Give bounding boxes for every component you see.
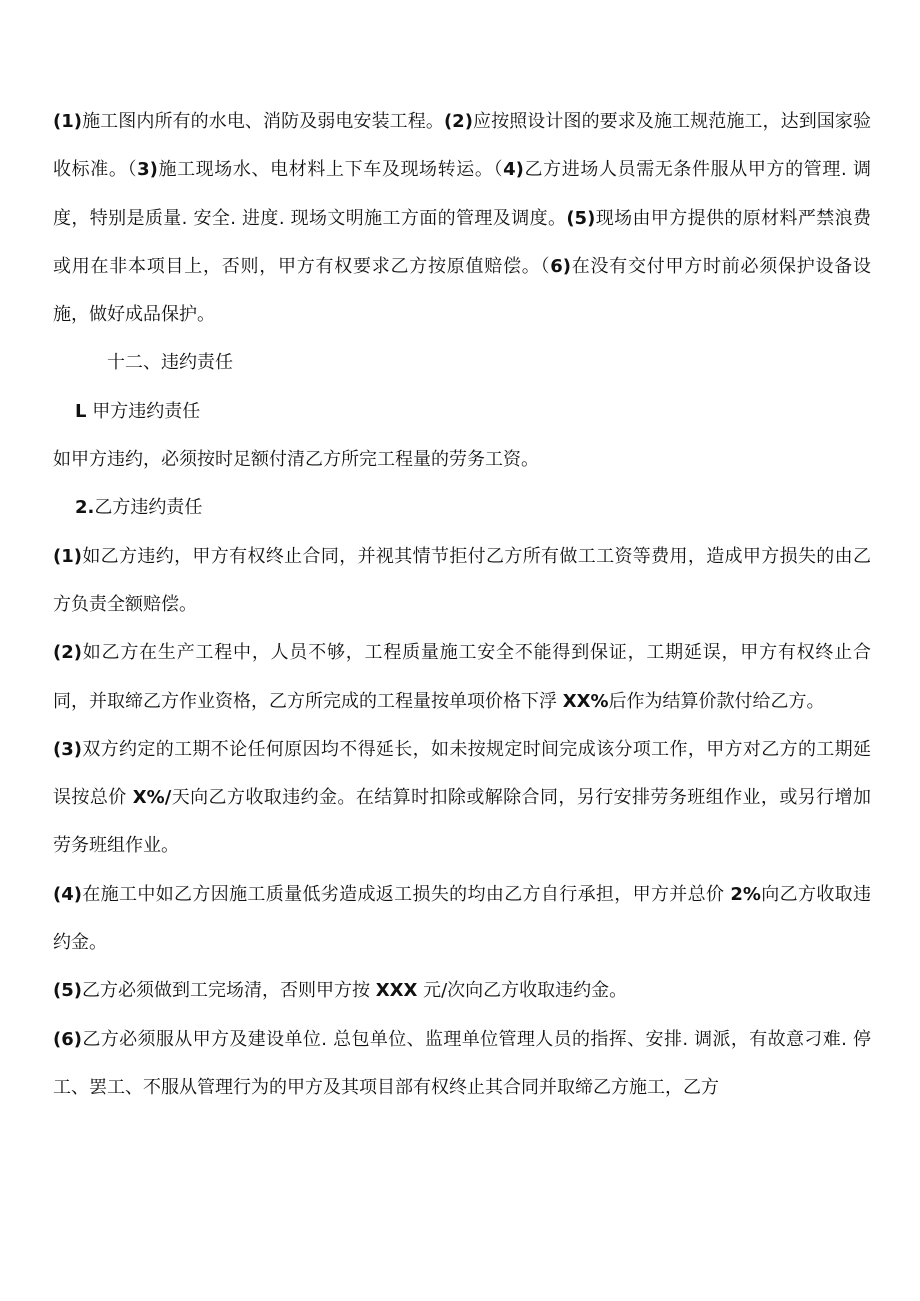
party-b-item-4 — [53, 871, 871, 968]
item-text: 双方约定的工期不论任何原因均不得延长，如未按规定时间完成该分项工作，甲方对乙方的工期延误按总价 — [53, 738, 871, 809]
item-marker: (1) — [53, 111, 82, 132]
item-text: 现场由甲方提供的原材料严禁浪费或用在非本项目上，否则，甲方有权要求乙方按原值赔偿。（ — [53, 207, 871, 277]
party-b-item-2 — [53, 629, 871, 726]
section-heading: 十二、违约责任 — [107, 352, 233, 374]
item-text: 如乙方违约，甲方有权终止合同，并视其情节拒付乙方所有做工工资等费用，造成甲方损失的由乙方负责全额赔偿。 — [53, 545, 871, 615]
item-marker: (2) — [53, 642, 82, 664]
item-text: 后作为结算价款付给乙方。 — [608, 690, 825, 712]
item-text: 施工图内所有的水电、消防及弱电安装工程。 — [81, 111, 444, 132]
heading-title: 乙方违约责任 — [94, 497, 203, 519]
item-text: 乙方进场人员需无条件服从甲方的管理. 调度，特别是质量. 安全. 进度. 现场文明施工方面的管理及调度。 — [53, 159, 871, 229]
item-text: 乙方必须做到工完场清，否则甲方按 — [81, 980, 376, 1002]
heading-title: 甲方违约责任 — [92, 400, 201, 422]
item-marker: (4) — [53, 883, 82, 905]
scope-paragraph — [53, 98, 871, 339]
document-body — [53, 98, 871, 1112]
party-b-item-1 — [53, 533, 871, 630]
party-b-item-5 — [53, 967, 871, 1015]
item-text: 在施工中如乙方因施工质量低劣造成返工损失的均由乙方自行承担，甲方并总价 — [81, 883, 731, 905]
item-text: 在没有交付甲方时前必须保护设备设施，做好成品保护。 — [53, 255, 872, 326]
item-emphasis: X%/ — [132, 787, 172, 809]
item-marker: (5) — [53, 980, 82, 1002]
item-marker: 3) — [137, 159, 158, 181]
item-text: 应按照设计图的要求及施工规范施工，达到国家验收标准。（ — [53, 111, 871, 181]
item-text: 施工现场水、电材料上下车及现场转运。（ — [157, 159, 504, 181]
item-marker: 4) — [503, 159, 524, 181]
item-emphasis: 2% — [730, 883, 761, 905]
party-b-item-3 — [53, 726, 871, 871]
heading-marker: L — [75, 400, 87, 422]
item-marker: (3) — [53, 738, 82, 760]
item-emphasis: XX% — [562, 690, 609, 712]
item-text: 天向乙方收取违约金。在结算时扣除或解除合同，另行安排劳务班组作业，或另行增加劳务班组作业。 — [53, 787, 871, 857]
item-text: 元/次向乙方收取违约金。 — [417, 980, 628, 1002]
heading-marker: 2. — [75, 497, 95, 519]
item-marker: (2) — [443, 111, 473, 132]
item-marker: (6) — [53, 1028, 82, 1050]
item-marker: (5) — [566, 207, 596, 229]
party-a-text: 如甲方违约，必须按时足额付清乙方所完工程量的劳务工资。 — [53, 449, 539, 471]
item-marker: (1) — [53, 545, 82, 567]
party-a-heading — [53, 388, 871, 436]
party-b-item-6 — [53, 1016, 871, 1113]
item-marker: 6) — [550, 255, 572, 277]
item-emphasis: XXX — [375, 980, 418, 1002]
party-b-heading — [53, 484, 871, 532]
item-text: 如乙方在生产工程中，人员不够，工程质量施工安全不能得到保证，工期延误，甲方有权终止合同，并取缔乙方作业资格，乙方所完成的工程量按单项价格下浮 — [53, 642, 871, 712]
item-text: 乙方必须服从甲方及建设单位. 总包单位、监理单位管理人员的指挥、安排. 调派，有故意刁难. 停工、罢工、不服从管理行为的甲方及其项目部有权终止其合同并取缔乙方施工，乙方 — [53, 1028, 871, 1098]
item-text: 向乙方收取违约金。 — [53, 883, 872, 954]
